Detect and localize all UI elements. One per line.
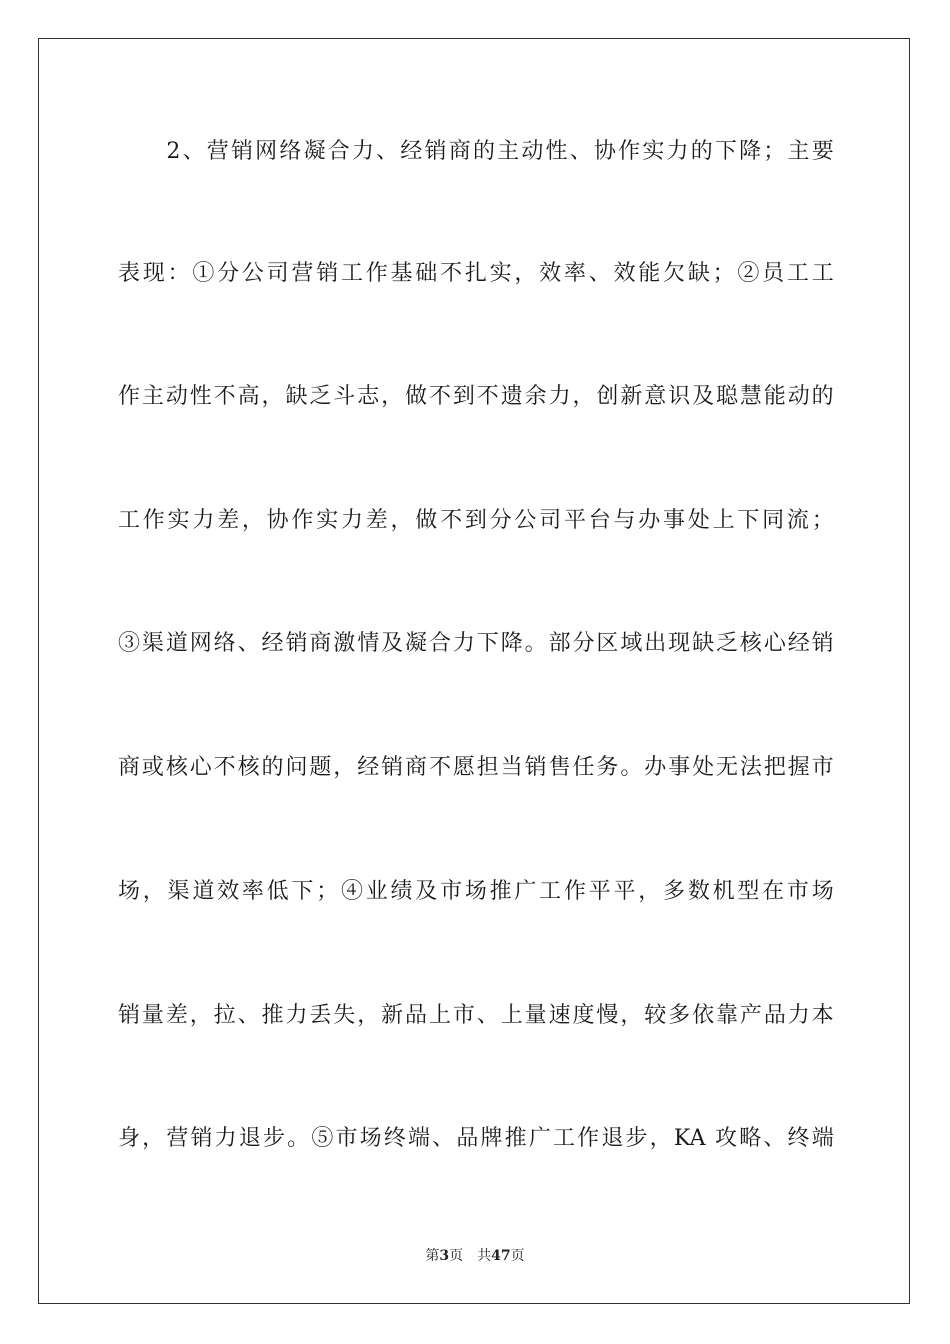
page-total: 47 <box>491 1248 511 1264</box>
text-line-9: 身，营销力退步。⑤市场终端、品牌推广工作退步，KA 攻略、终端 <box>118 1126 834 1151</box>
text-line-5: ③渠道网络、经销商激情及凝合力下降。部分区域出现缺乏核心经销 <box>118 631 834 656</box>
text-line-8: 销量差，拉、推力丢失，新品上市、上量速度慢，较多依靠产品力本 <box>118 1003 834 1028</box>
total-prefix: 共 <box>477 1248 492 1264</box>
text-line-6: 商或核心不核的问题，经销商不愿担当销售任务。办事处无法把握市 <box>118 755 834 780</box>
text-line-7: 场，渠道效率低下；④业绩及市场推广工作平平，多数机型在市场 <box>118 879 834 904</box>
page-border <box>38 38 910 1304</box>
page-number: 3 <box>439 1248 450 1264</box>
page-prefix: 第 <box>425 1248 440 1264</box>
page-unit: 页 <box>449 1248 464 1264</box>
text-line-1: 2、营销网络凝合力、经销商的主动性、协作实力的下降；主要 <box>118 139 834 164</box>
text-line-2: 表现：①分公司营销工作基础不扎实，效率、效能欠缺；②员工工 <box>118 261 834 286</box>
total-unit: 页 <box>510 1248 525 1264</box>
page-footer <box>0 1246 950 1266</box>
text-line-4: 工作实力差，协作实力差，做不到分公司平台与办事处上下同流； <box>118 508 834 533</box>
text-line-3: 作主动性不高，缺乏斗志，做不到不遗余力，创新意识及聪慧能动的 <box>118 384 834 409</box>
